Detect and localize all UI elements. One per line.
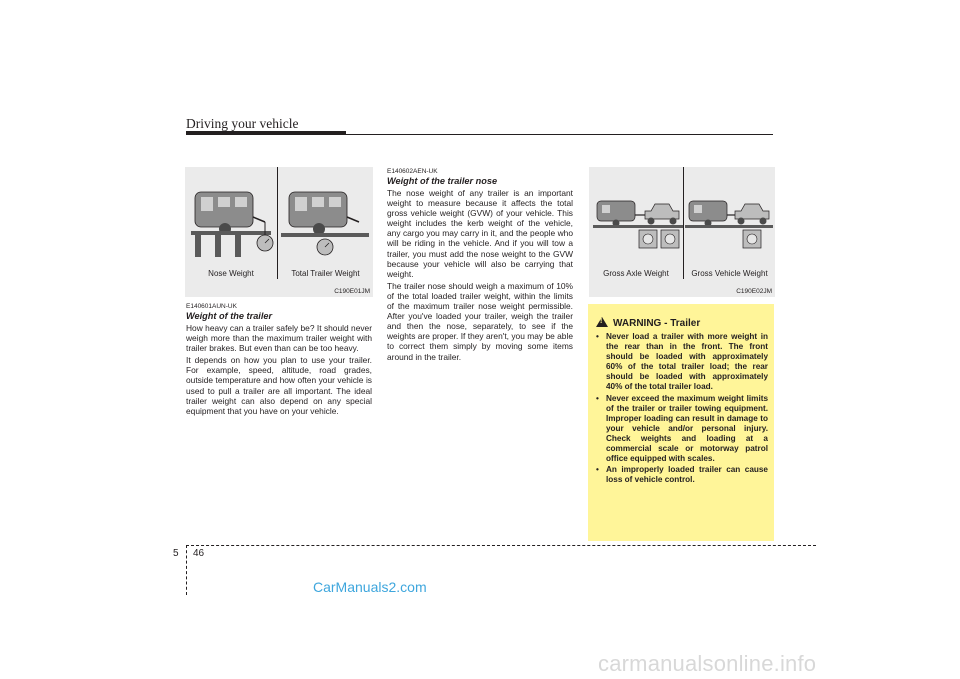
- figure-caption: Nose Weight: [208, 269, 254, 278]
- figure-caption: Gross Vehicle Weight: [691, 269, 768, 278]
- warning-title: [596, 316, 700, 329]
- paragraph: The nose weight of any trailer is an important weight to measure because it affects the total gross vehicle weight (GVW) of your vehicle. This weight includes the kerb weight of the vehicle, any cargo you may carry in it, and the people who will be riding in the vehicle. And if you will tow a trailer, you must add the nose weight to the GVW because your vehicle will also be carrying that weight.: [387, 188, 573, 279]
- figure-trailer-weights: [185, 167, 373, 297]
- paragraph: It depends on how you plan to use your trailer. For example, speed, altitude, road grades, outside temperature and how often your vehicle is used to pull a trailer are all important. The ideal trailer weight can also depend on any special equipment that you have on your vehicle.: [186, 355, 372, 416]
- figure-code: C190E01JM: [334, 288, 370, 295]
- chapter-number: 5: [173, 548, 179, 559]
- warning-item: • Never load a trailer with more weight in the rear than in the front. The front should be loaded with approximately 60% of the total trailer load; the rear should be loaded with approximately 40% of the total trailer load.: [596, 332, 768, 393]
- section-heading: Weight of the trailer nose: [387, 176, 498, 186]
- paragraph: How heavy can a trailer safely be? It should never weigh more than the maximum trailer weight with trailer brakes. But even than can be too heavy.: [186, 323, 372, 354]
- warning-box: [588, 304, 774, 541]
- warning-list: [596, 332, 768, 486]
- trailer-on-scales-illustration: [185, 167, 373, 279]
- footer-rule: [186, 545, 816, 546]
- figure-code: C190E02JM: [736, 288, 772, 295]
- section-weight-of-trailer: [186, 302, 372, 418]
- footer-vertical-rule: [186, 545, 187, 595]
- header-rule: [186, 134, 773, 135]
- section-code: E140602AEN-UK: [387, 168, 438, 175]
- watermark-carmanualsonline: carmanualsonline.info: [598, 651, 817, 676]
- figure-divider: [683, 167, 684, 279]
- paragraph: The trailer nose should weigh a maximum of 10% of the total loaded trailer weight, within the limits of the maximum trailer nose weight permissible. After you've loaded your trailer, weigh the trailer and then the nose, separately, to see if the weights are proper. If they aren't, you may be able to correct them simply by moving some items around in the trailer.: [387, 280, 573, 362]
- section-title: Driving your vehicle: [186, 116, 299, 131]
- section-weight-of-trailer-nose: [387, 167, 573, 364]
- warning-item: • Never exceed the maximum weight limits of the trailer or trailer towing equipment. Improper loading can result in damage to your vehicle and/or personal injury. Check weights and loading at a commercial scale or motorway patrol office equipped with scales.: [596, 394, 768, 465]
- section-code: E140601AUN-UK: [186, 303, 237, 310]
- car-and-trailer-on-scales-illustration: [589, 167, 775, 279]
- figure-caption: Gross Axle Weight: [603, 269, 669, 278]
- figure-axle-vehicle-weights: [589, 167, 775, 297]
- warning-icon: [596, 317, 608, 327]
- warning-item: • An improperly loaded trailer can cause loss of vehicle control.: [596, 465, 768, 485]
- figure-caption: Total Trailer Weight: [291, 269, 360, 278]
- section-heading: Weight of the trailer: [186, 311, 273, 321]
- page-number: 46: [193, 548, 205, 559]
- watermark-carmanuals2[interactable]: CarManuals2.com: [313, 579, 427, 595]
- warning-title-text: WARNING - Trailer: [613, 318, 701, 329]
- figure-divider: [277, 167, 278, 279]
